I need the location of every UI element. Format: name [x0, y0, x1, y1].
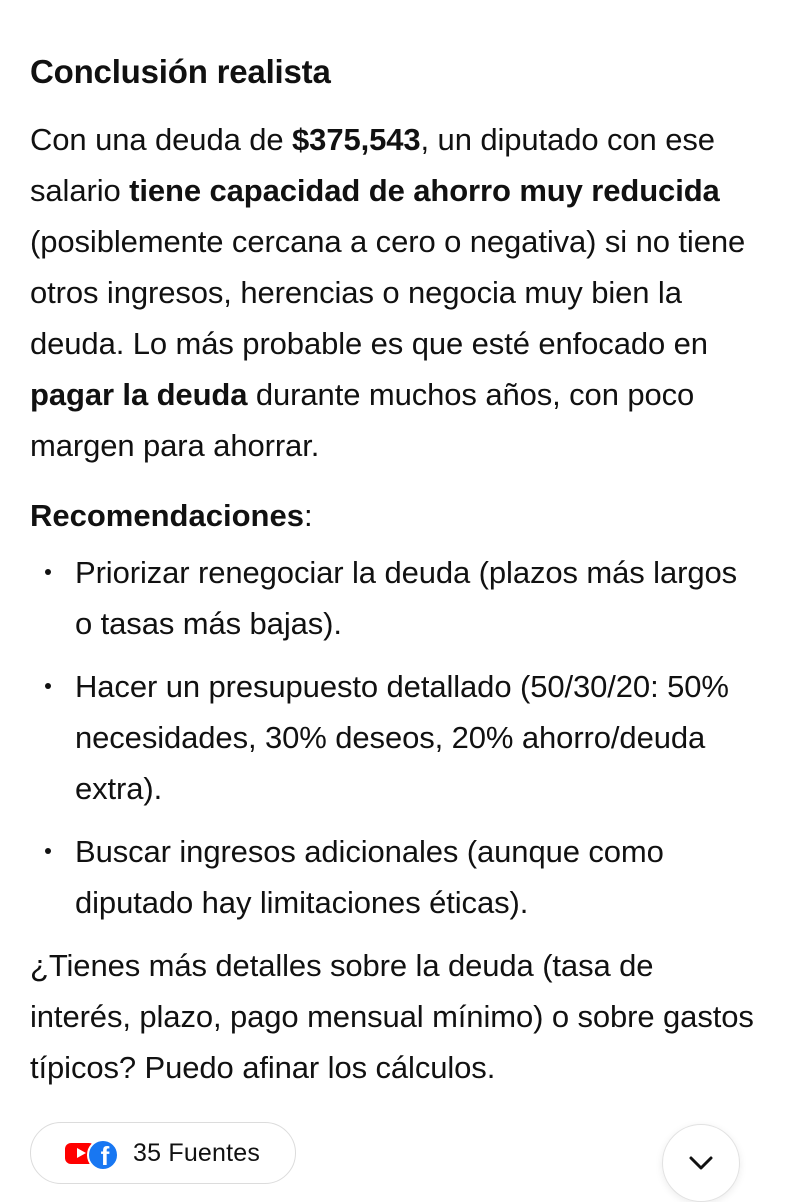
sources-label: 35 Fuentes — [133, 1138, 261, 1167]
list-item — [30, 547, 760, 649]
savings-capacity-emphasis: tiene capacidad de ahorro muy reducida — [129, 173, 720, 208]
list-item-text: Priorizar renegociar la deuda (plazos más largos o tasas más bajas). — [75, 555, 738, 641]
facebook-glyph: f — [100, 1141, 110, 1171]
list-item-text: Buscar ingresos adicionales (aunque como diputado hay limitaciones éticas). — [75, 834, 664, 920]
assistant-response — [30, 48, 760, 1093]
bullet-icon — [45, 683, 51, 689]
intro-text-4: durante muchos años, con poco margen para ahorrar. — [30, 377, 695, 463]
list-item-text: Hacer un presupuesto detallado (50/30/20: 50% necesidades, 30% deseos, 20% ahorro/deuda extra). — [75, 669, 729, 806]
intro-text-2: , un diputado con ese salario — [30, 122, 715, 208]
intro-paragraph — [30, 114, 760, 471]
recommendations-colon: : — [303, 498, 313, 533]
debt-amount: $375,543 — [292, 122, 421, 157]
facebook-icon — [87, 1139, 119, 1171]
recommendations-list — [30, 547, 760, 928]
bullet-icon — [45, 848, 51, 854]
bullet-icon — [45, 569, 51, 575]
source-icons — [65, 1138, 135, 1171]
intro-text-1: Con una deuda de — [30, 122, 293, 157]
list-item — [30, 826, 760, 928]
sources-button[interactable] — [30, 1122, 296, 1184]
closing-question: ¿Tienes más detalles sobre la deuda (tasa de interés, plazo, pago mensual mínimo) o sobre gastos típicos? Puedo afinar los cálculos. — [30, 948, 754, 1085]
recommendations-heading — [30, 490, 760, 541]
section-heading: Conclusión realista — [30, 53, 331, 90]
list-item — [30, 661, 760, 814]
pay-debt-emphasis: pagar la deuda — [30, 377, 248, 412]
scroll-down-button[interactable] — [662, 1124, 740, 1202]
recommendations-title: Recomendaciones — [30, 498, 304, 533]
chevron-down-icon — [688, 1155, 714, 1171]
intro-text-3: (posiblemente cercana a cero o negativa) si no tiene otros ingresos, herencias o negocia muy bien la deuda. Lo más probable es que esté enfocado en — [30, 224, 746, 361]
